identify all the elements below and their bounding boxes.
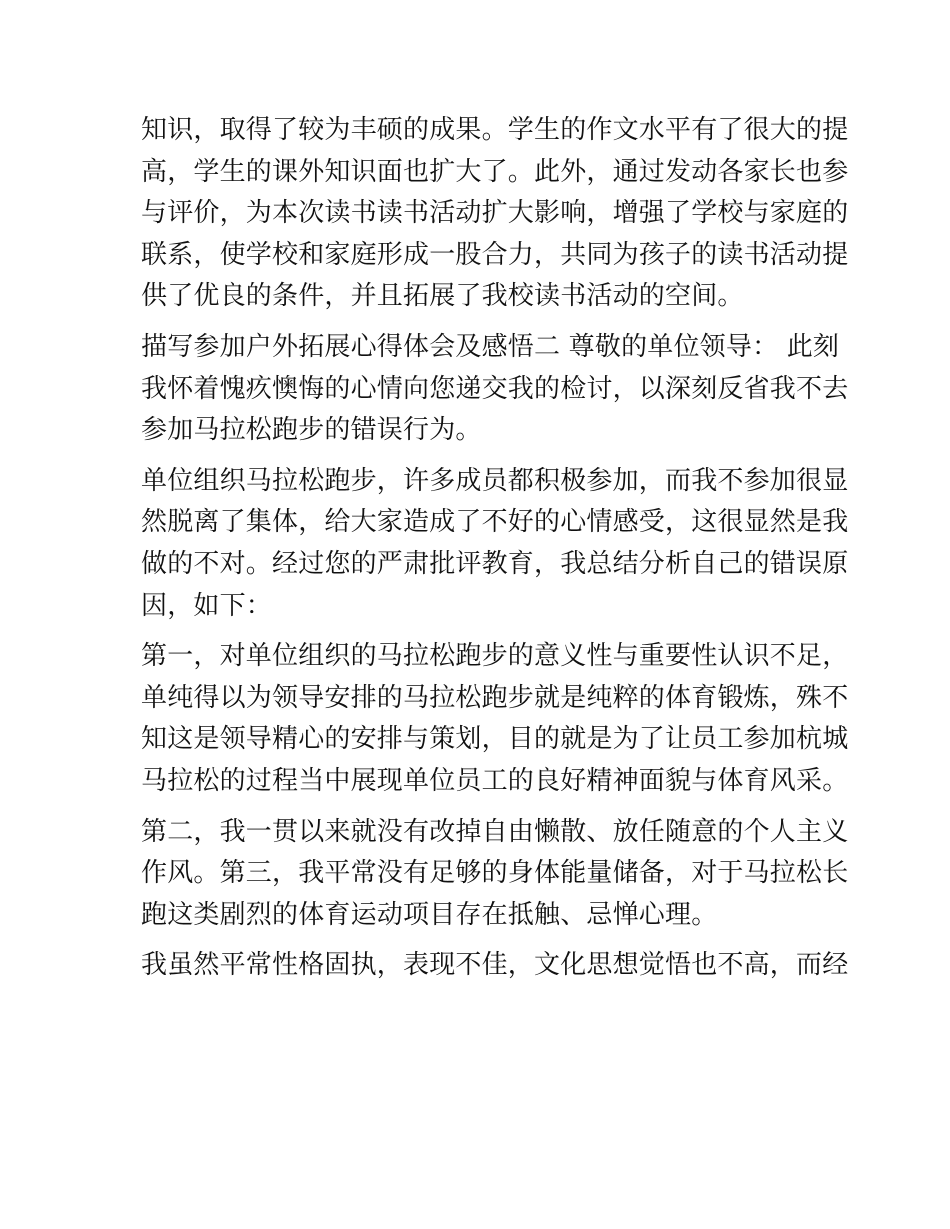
text-line: 第二，我一贯以来就没有改掉自由懒散、放任随意的个人主义 [141, 816, 849, 847]
paragraph-spacer [141, 452, 821, 461]
paragraph-conclusion [141, 945, 849, 987]
text-line: 我虽然平常性格固执，表现不佳，文化思想觉悟也不高，而经 [141, 950, 849, 981]
text-line: 参加马拉松跑步的错误行为。 [141, 415, 482, 446]
text-line: 高，学生的课外知识面也扩大了。此外，通过发动各家长也参 [141, 156, 849, 187]
text-line: 描写参加户外拓展心得体会及感悟二 尊敬的单位领导： 此刻 [141, 331, 840, 362]
paragraph-reason-one [141, 636, 849, 802]
text-line: 联系，使学校和家庭形成一股合力，共同为孩子的读书活动提 [141, 239, 849, 270]
text-line: 然脱离了集体，给大家造成了不好的心情感受，这很显然是我 [141, 507, 849, 538]
text-line: 我怀着愧疚懊悔的心情向您递交我的检讨，以深刻反省我不去 [141, 373, 849, 404]
text-line: 知这是领导精心的安排与策划，目的就是为了让员工参加杭城 [141, 724, 849, 755]
text-line: 马拉松的过程当中展现单位员工的良好精神面貌与体育风采。 [141, 765, 849, 796]
paragraph-spacer [141, 803, 821, 812]
text-line: 第一，对单位组织的马拉松跑步的意义性与重要性认识不足， [141, 641, 849, 672]
document-body [141, 110, 849, 987]
paragraph-greeting [141, 327, 849, 452]
paragraph-reasons-two-three [141, 812, 849, 937]
text-line: 跑这类剧烈的体育运动项目存在抵触、忌惮心理。 [141, 899, 718, 930]
paragraph-spacer [141, 627, 821, 636]
text-line: 做的不对。经过您的严肃批评教育，我总结分析自己的错误原 [141, 548, 849, 579]
text-line: 单纯得以为领导安排的马拉松跑步就是纯粹的体育锻炼，殊不 [141, 682, 849, 713]
text-line: 单位组织马拉松跑步，许多成员都积极参加，而我不参加很显 [141, 465, 849, 496]
paragraph-reading-results [141, 110, 849, 318]
paragraph-spacer [141, 318, 821, 327]
text-line: 供了优良的条件，并且拓展了我校读书活动的空间。 [141, 281, 744, 312]
paragraph-background [141, 461, 849, 627]
text-line: 作风。第三，我平常没有足够的身体能量储备，对于马拉松长 [141, 858, 849, 889]
paragraph-spacer [141, 936, 821, 945]
text-line: 与评价，为本次读书读书活动扩大影响，增强了学校与家庭的 [141, 198, 849, 229]
text-line: 知识，取得了较为丰硕的成果。学生的作文水平有了很大的提 [141, 115, 849, 145]
text-line: 因，如下： [141, 590, 273, 621]
